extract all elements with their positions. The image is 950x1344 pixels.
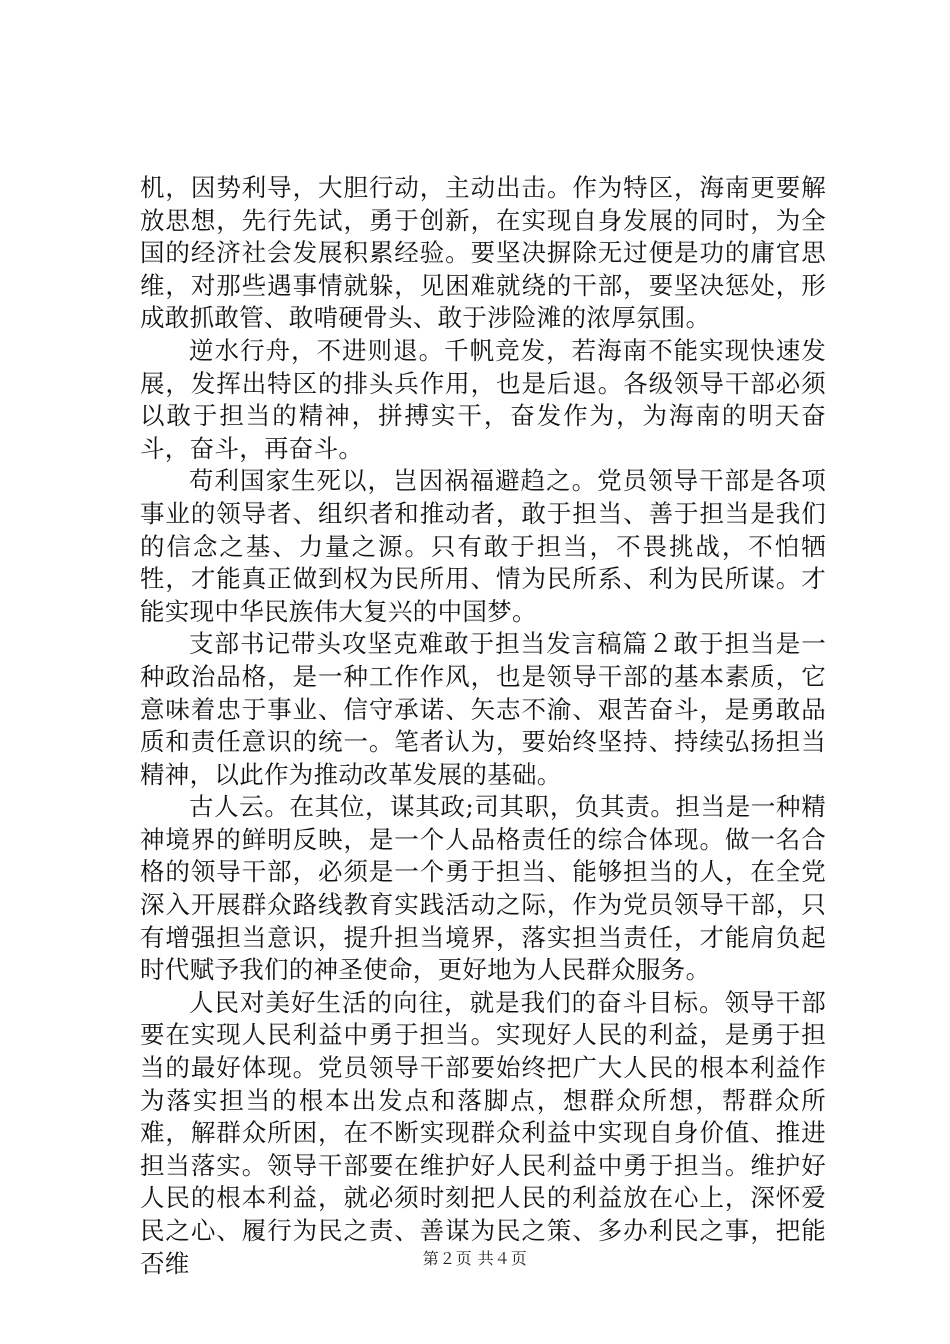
paragraph: 苟利国家生死以，岂因祸福避趋之。党员领导干部是各项事业的领导者、组织者和推动者，敢于担当、善于担当是我们的信念之基、力量之源。只有敢于担当，不畏挑战，不怕牺牲，才能真正做到权为民所用、情为民所系、利为民所谋。才能实现中华民族伟大复兴的中国梦。 <box>140 466 826 626</box>
paragraph: 古人云。在其位，谋其政;司其职，负其责。担当是一种精神境界的鲜明反映，是一个人品格责任的综合体现。做一名合格的领导干部，必须是一个勇于担当、能够担当的人，在全党深入开展群众路线教育实践活动之际，作为党员领导干部，只有增强担当意识，提升担当境界，落实担当责任，才能肩负起时代赋予我们的神圣使命，更好地为人民群众服务。 <box>140 792 826 985</box>
paragraph: 人民对美好生活的向往，就是我们的奋斗目标。领导干部要在实现人民利益中勇于担当。实现好人民的利益，是勇于担当的最好体现。党员领导干部要始终把广大人民的根本利益作为落实担当的根本出发点和落脚点，想群众所想，帮群众所难，解群众所困，在不断实现群众利益中实现自身价值、推进担当落实。领导干部要在维护好人民利益中勇于担当。维护好人民的根本利益，就必须时刻把人民的利益放在心上，深怀爱民之心、履行为民之责、善谋为民之策、多办利民之事，把能否维 <box>140 987 826 1278</box>
paragraph: 逆水行舟，不进则退。千帆竞发，若海南不能实现快速发展，发挥出特区的排头兵作用，也是后退。各级领导干部必须以敢于担当的精神，拼搏实干，奋发作为，为海南的明天奋斗，奋斗，再奋斗。 <box>140 335 826 463</box>
page-number-footer: 第２页 共４页 <box>422 1249 528 1268</box>
paragraph-continued: 机，因势利导，大胆行动，主动出击。作为特区，海南更要解放思想，先行先试，勇于创新，在实现自身发展的同时，为全国的经济社会发展积累经验。要坚决摒除无过便是功的庸官思维，对那些遇事情就躲，见困难就绕的干部，要坚决惩处，形成敢抓敢管、敢啃硬骨头、敢于涉险滩的浓厚氛围。 <box>140 173 826 333</box>
paragraph: 支部书记带头攻坚克难敢于担当发言稿篇２敢于担当是一种政治品格，是一种工作作风，也是领导干部的基本素质，它意味着忠于事业、信守承诺、矢志不渝、艰苦奋斗，是勇敢品质和责任意识的统一。笔者认为，要始终坚持、持续弘扬担当精神，以此作为推动改革发展的基础。 <box>140 629 826 789</box>
document-body <box>140 172 826 1280</box>
